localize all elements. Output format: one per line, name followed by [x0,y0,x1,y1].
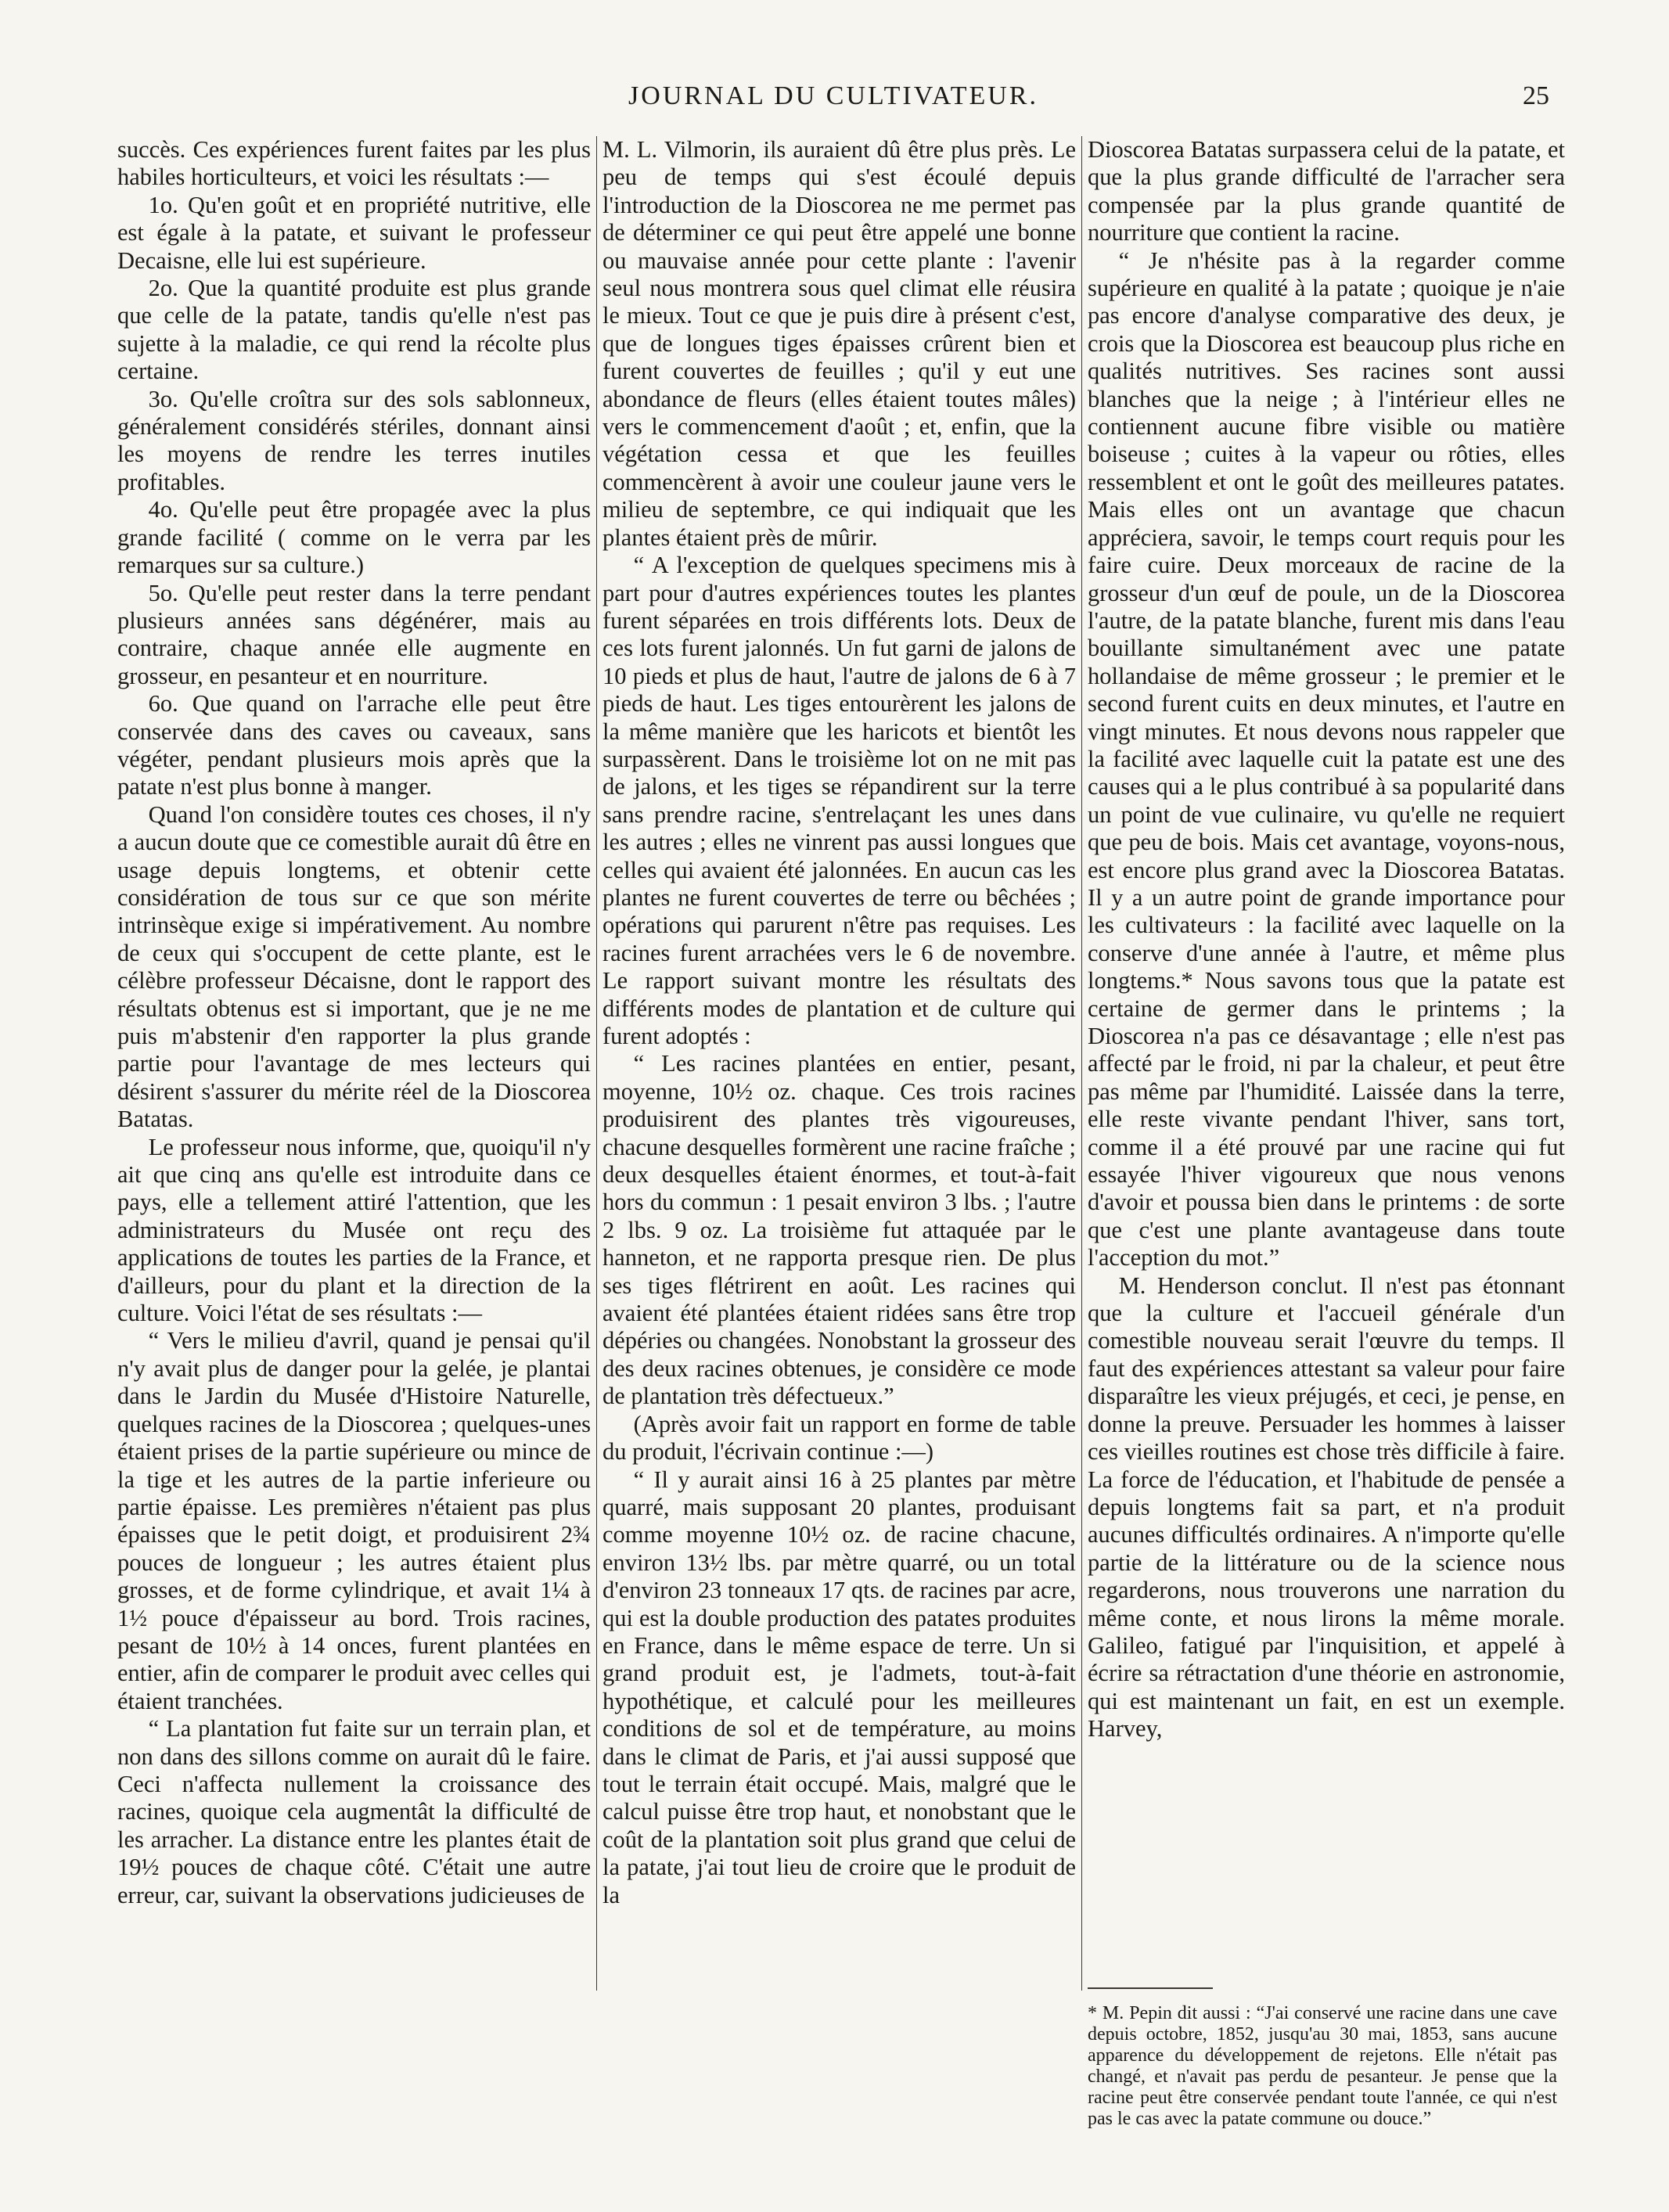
paragraph: “ Les racines plantées en entier, pesant, moyenne, 10½ oz. chaque. Ces trois racines produisirent des plantes très vigoureuses, chacune desquelles formèrent une racine fraîche ; deux desquelles étaient énormes, et tout-à-fait hors du commun : 1 pesait environ 3 lbs. ; l'autre 2 lbs. 9 oz. La troisième fut attaquée par le hanneton, et ne rapporta presque rien. De plus ses tiges flétrirent en août. Les racines qui avaient été plantées étaient ridées sans être trop dépéries ou changées. Nonobstant la grosseur des des deux racines obtenues, je considère ce mode de plantation très défectueux.” [602,1050,1076,1410]
paragraph: “ A l'exception de quelques specimens mis à part pour d'autres expériences toutes les plantes furent séparées en trois différents lots. Deux de ces lots furent jalonnés. Un fut garni de jalons de 10 pieds et plus de haut, l'autre de jalons de 6 à 7 pieds de haut. Les tiges entourèrent les jalons de la même manière que les haricots et bientôt les surpassèrent. Dans le troisième lot on ne mit pas de jalons, et les tiges se répandirent sur la terre sans prendre racine, s'entrelaçant les unes dans les autres ; elles ne vinrent pas aussi longues que celles qui avaient été jalonnées. En aucun cas les plantes ne furent couvertes de terre ou bêchées ; opérations qui parurent n'être pas requises. Les racines furent arrachées vers le 6 de novembre. Le rapport suivant montre les résultats des différents modes de plantation et de culture qui furent adoptés : [602,552,1076,1049]
paragraph: M. Henderson conclut. Il n'est pas étonnant que la culture et l'accueil générale d'un comestible nouveau serait l'œuvre du temps. Il faut des expériences attestant sa valeur pour faire disparaître les vieux préjugés, et ceci, je pense, en donne la preuve. Persuader les hommes à laisser ces vieilles routines est chose très difficile à faire. La force de l'éducation, et l'habitude de pensée a depuis longtems fait sa part, et n'a produit aucunes difficultés ordinaires. A n'importe qu'elle partie de la littérature ou de la science nous regarderons, nous trouverons une narration du même conte, et nous lirons la même morale. Galileo, fatigué par l'inquisition, et appelé à écrire sa rétractation d'une théorie en astronomie, qui est maintenant un fait, en est un exemple. Harvey, [1088,1271,1565,1743]
column-2 [602,136,1076,2077]
paragraph: Le professeur nous informe, que, quoiqu'il n'y ait que cinq ans qu'elle est introduite dans ce pays, elle a tellement attiré l'attention, que les administrateurs du Musée ont reçu des applications de toutes les parties de la France, et d'ailleurs, pour du plant et la direction de la culture. Voici l'état de ses résultats :— [117,1133,591,1327]
paragraph: 2o. Que la quantité produite est plus grande que celle de la patate, tandis qu'elle n'est pas sujette à la maladie, ce qui rend la récolte plus certaine. [117,275,591,385]
footnote: * M. Pepin dit aussi : “J'ai conservé une racine dans une cave depuis octobre, 1852, jusqu'au 30 mai, 1853, sans aucune apparence du développement de rejetons. Elle n'était pas changé, et n'avait pas perdu de pesanteur. Je pense que la racine peut être conservée pendant toute l'année, ce qui n'est pas le cas avec la patate commune ou douce.” [1088,2003,1557,2129]
paragraph: “ Vers le milieu d'avril, quand je pensai qu'il n'y avait plus de danger pour la gelée, je plantai dans le Jardin du Musée d'Histoire Naturelle, quelques racines de la Dioscorea ; quelques-unes étaient prises de la partie supérieure ou mince de la tige et les autres de la partie inferieure ou partie épaisse. Les premières n'étaient pas plus épaisses que le petit doigt, et produisirent 2¾ pouces de longueur ; les autres étaient plus grosses, et de forme cylindrique, et avait 1¼ à 1½ pouce d'épaisseur au bord. Trois racines, pesant de 10½ à 14 onces, furent plantées en entier, afin de comparer le produit avec celles qui étaient tranchées. [117,1327,591,1714]
paragraph: M. L. Vilmorin, ils auraient dû être plus près. Le peu de temps qui s'est écoulé depuis l'introduction de la Dioscorea ne me permet pas de déterminer ce qui peut être appelé une bonne ou mauvaise année pour cette plante : l'avenir seul nous montrera sous quel climat elle réusira le mieux. Tout ce que je puis dire à présent c'est, que de longues tiges épaisses crûrent bien et furent couvertes de feuilles ; qu'il y eut une abondance de fleurs (elles étaient toutes mâles) vers le commencement d'août ; et, enfin, que la végétation cessa et que les feuilles commencèrent à avoir une couleur jaune vers le milieu de septembre, ce qui indiquait que les plantes étaient près de mûrir. [602,136,1076,551]
column-1 [117,136,591,2077]
paragraph: succès. Ces expériences furent faites par les plus habiles horticulteurs, et voici les résultats :— [117,136,591,191]
page-number: 25 [1523,81,1549,110]
footnote-rule [1088,1987,1213,1989]
paragraph: “ La plantation fut faite sur un terrain plan, et non dans des sillons comme on aurait dû le faire. Ceci n'affecta nullement la croissance des racines, quoique cela augmentât la difficulté de les arracher. La distance entre les plantes était de 19½ pouces de chaque côté. C'était une autre erreur, car, suivant la observations judicieuses de [117,1715,591,1908]
paragraph: 1o. Qu'en goût et en propriété nutritive, elle est égale à la patate, et suivant le professeur Decaisne, elle lui est supérieure. [117,191,591,274]
paragraph: Dioscorea Batatas surpassera celui de la patate, et que la plus grande difficulté de l'arracher sera compensée par la plus grande quantité de nourriture que contient la racine. [1088,136,1565,246]
paragraph: “ Je n'hésite pas à la regarder comme supérieure en qualité à la patate ; quoique je n'aie pas encore d'analyse comparative des deux, je crois que la Dioscorea est beaucoup plus riche en qualités nutritives. Ses racines sont aussi blanches que la neige ; à l'intérieur elles ne contiennent aucune fibre visible ou matière boiseuse ; cuites à la vapeur ou rôties, elles ressemblent et ont le goût des meilleures patates. Mais elles ont un avantage que chacun appréciera, savoir, le temps court requis pour les faire cuire. Deux morceaux de racine de la grosseur d'un œuf de poule, un de la Dioscorea l'autre, de la patate blanche, furent mis dans l'eau bouillante simultanément avec une patate hollandaise de même grosseur ; le premier et le second furent cuits en deux minutes, et l'autre en vingt minutes. Et nous devons nous rappeler que la facilité avec laquelle cuit la patate est une des causes qui a le plus contribué à sa popularité dans un point de vue culinaire, vu qu'elle ne requiert que peu de bois. Mais cet avantage, voyons-nous, est encore plus grand avec la Dioscorea Batatas. Il y a un autre point de grande importance pour les cultivateurs : la facilité avec laquelle on la conserve d'une année à l'autre, et même plus longtems.* Nous savons tous que la patate est certaine de germer dans le printems ; la Dioscorea n'a pas ce désavantage ; elle n'est pas affecté par le froid, ni par la chaleur, et peut être pas même par l'humidité. Laissée dans la terre, elle reste vivante pendant l'hiver, sans tort, comme il a été prouvé par une racine qui fut essayée l'hiver vigoureux que nous venons d'avoir et poussa bien dans le printems : de sorte que c'est une plante avantageuse dans toute l'acception du mot.” [1088,246,1565,1271]
paragraph: Quand l'on considère toutes ces choses, il n'y a aucun doute que ce comestible aurait dû être en usage depuis longtems, et obtenir cette considération de tous sur ce que son mérite intrinsèque exige si impérativement. Au nombre de ceux qui s'occupent de cette plante, est le célèbre professeur Décaisne, dont le rapport des résultats obtenus est si important, que je ne me puis m'abstenir d'en rapporter la plus grande partie pour l'avantage de mes lecteurs qui désirent s'assurer du mérite réel de la Dioscorea Batatas. [117,800,591,1133]
paragraph: 6o. Que quand on l'arrache elle peut être conservée dans des caves ou caveaux, sans végéter, pendant plusieurs mois après que la patate n'est plus bonne à manger. [117,690,591,800]
running-title: JOURNAL DU CULTIVATEUR. [628,81,1038,110]
paragraph: 5o. Qu'elle peut rester dans la terre pendant plusieurs années sans dégénérer, mais au contraire, chaque année elle augmente en grosseur, en pesanteur et en nourriture. [117,579,591,689]
paragraph: 3o. Qu'elle croîtra sur des sols sablonneux, généralement considérés stériles, donnant ainsi les moyens de rendre les terres inutiles profitables. [117,385,591,495]
paragraph: “ Il y aurait ainsi 16 à 25 plantes par mètre quarré, mais supposant 20 plantes, produisant comme moyenne 10½ oz. de racine chacune, environ 13½ lbs. par mètre quarré, ou un total d'environ 23 tonneaux 17 qts. de racines par acre, qui est la double production des patates produites en France, dans le même espace de terre. Un si grand produit est, je l'admets, tout-à-fait hypothétique, et calculé pour les meilleures conditions de sol et de température, au moins dans le climat de Paris, et j'ai aussi supposé que tout le terrain était occupé. Mais, malgré que le calcul puisse être trop haut, et nonobstant que le coût de la plantation soit plus grand que celui de la patate, j'ai tout lieu de croire que le produit de la [602,1466,1076,1908]
page-header [117,81,1549,120]
column-3 [1088,136,1565,2077]
paragraph: 4o. Qu'elle peut être propagée avec la plus grande facilité ( comme on le verra par les remarques sur sa culture.) [117,496,591,579]
text-columns [117,136,1565,2077]
paragraph: (Après avoir fait un rapport en forme de table du produit, l'écrivain continue :—) [602,1410,1076,1466]
